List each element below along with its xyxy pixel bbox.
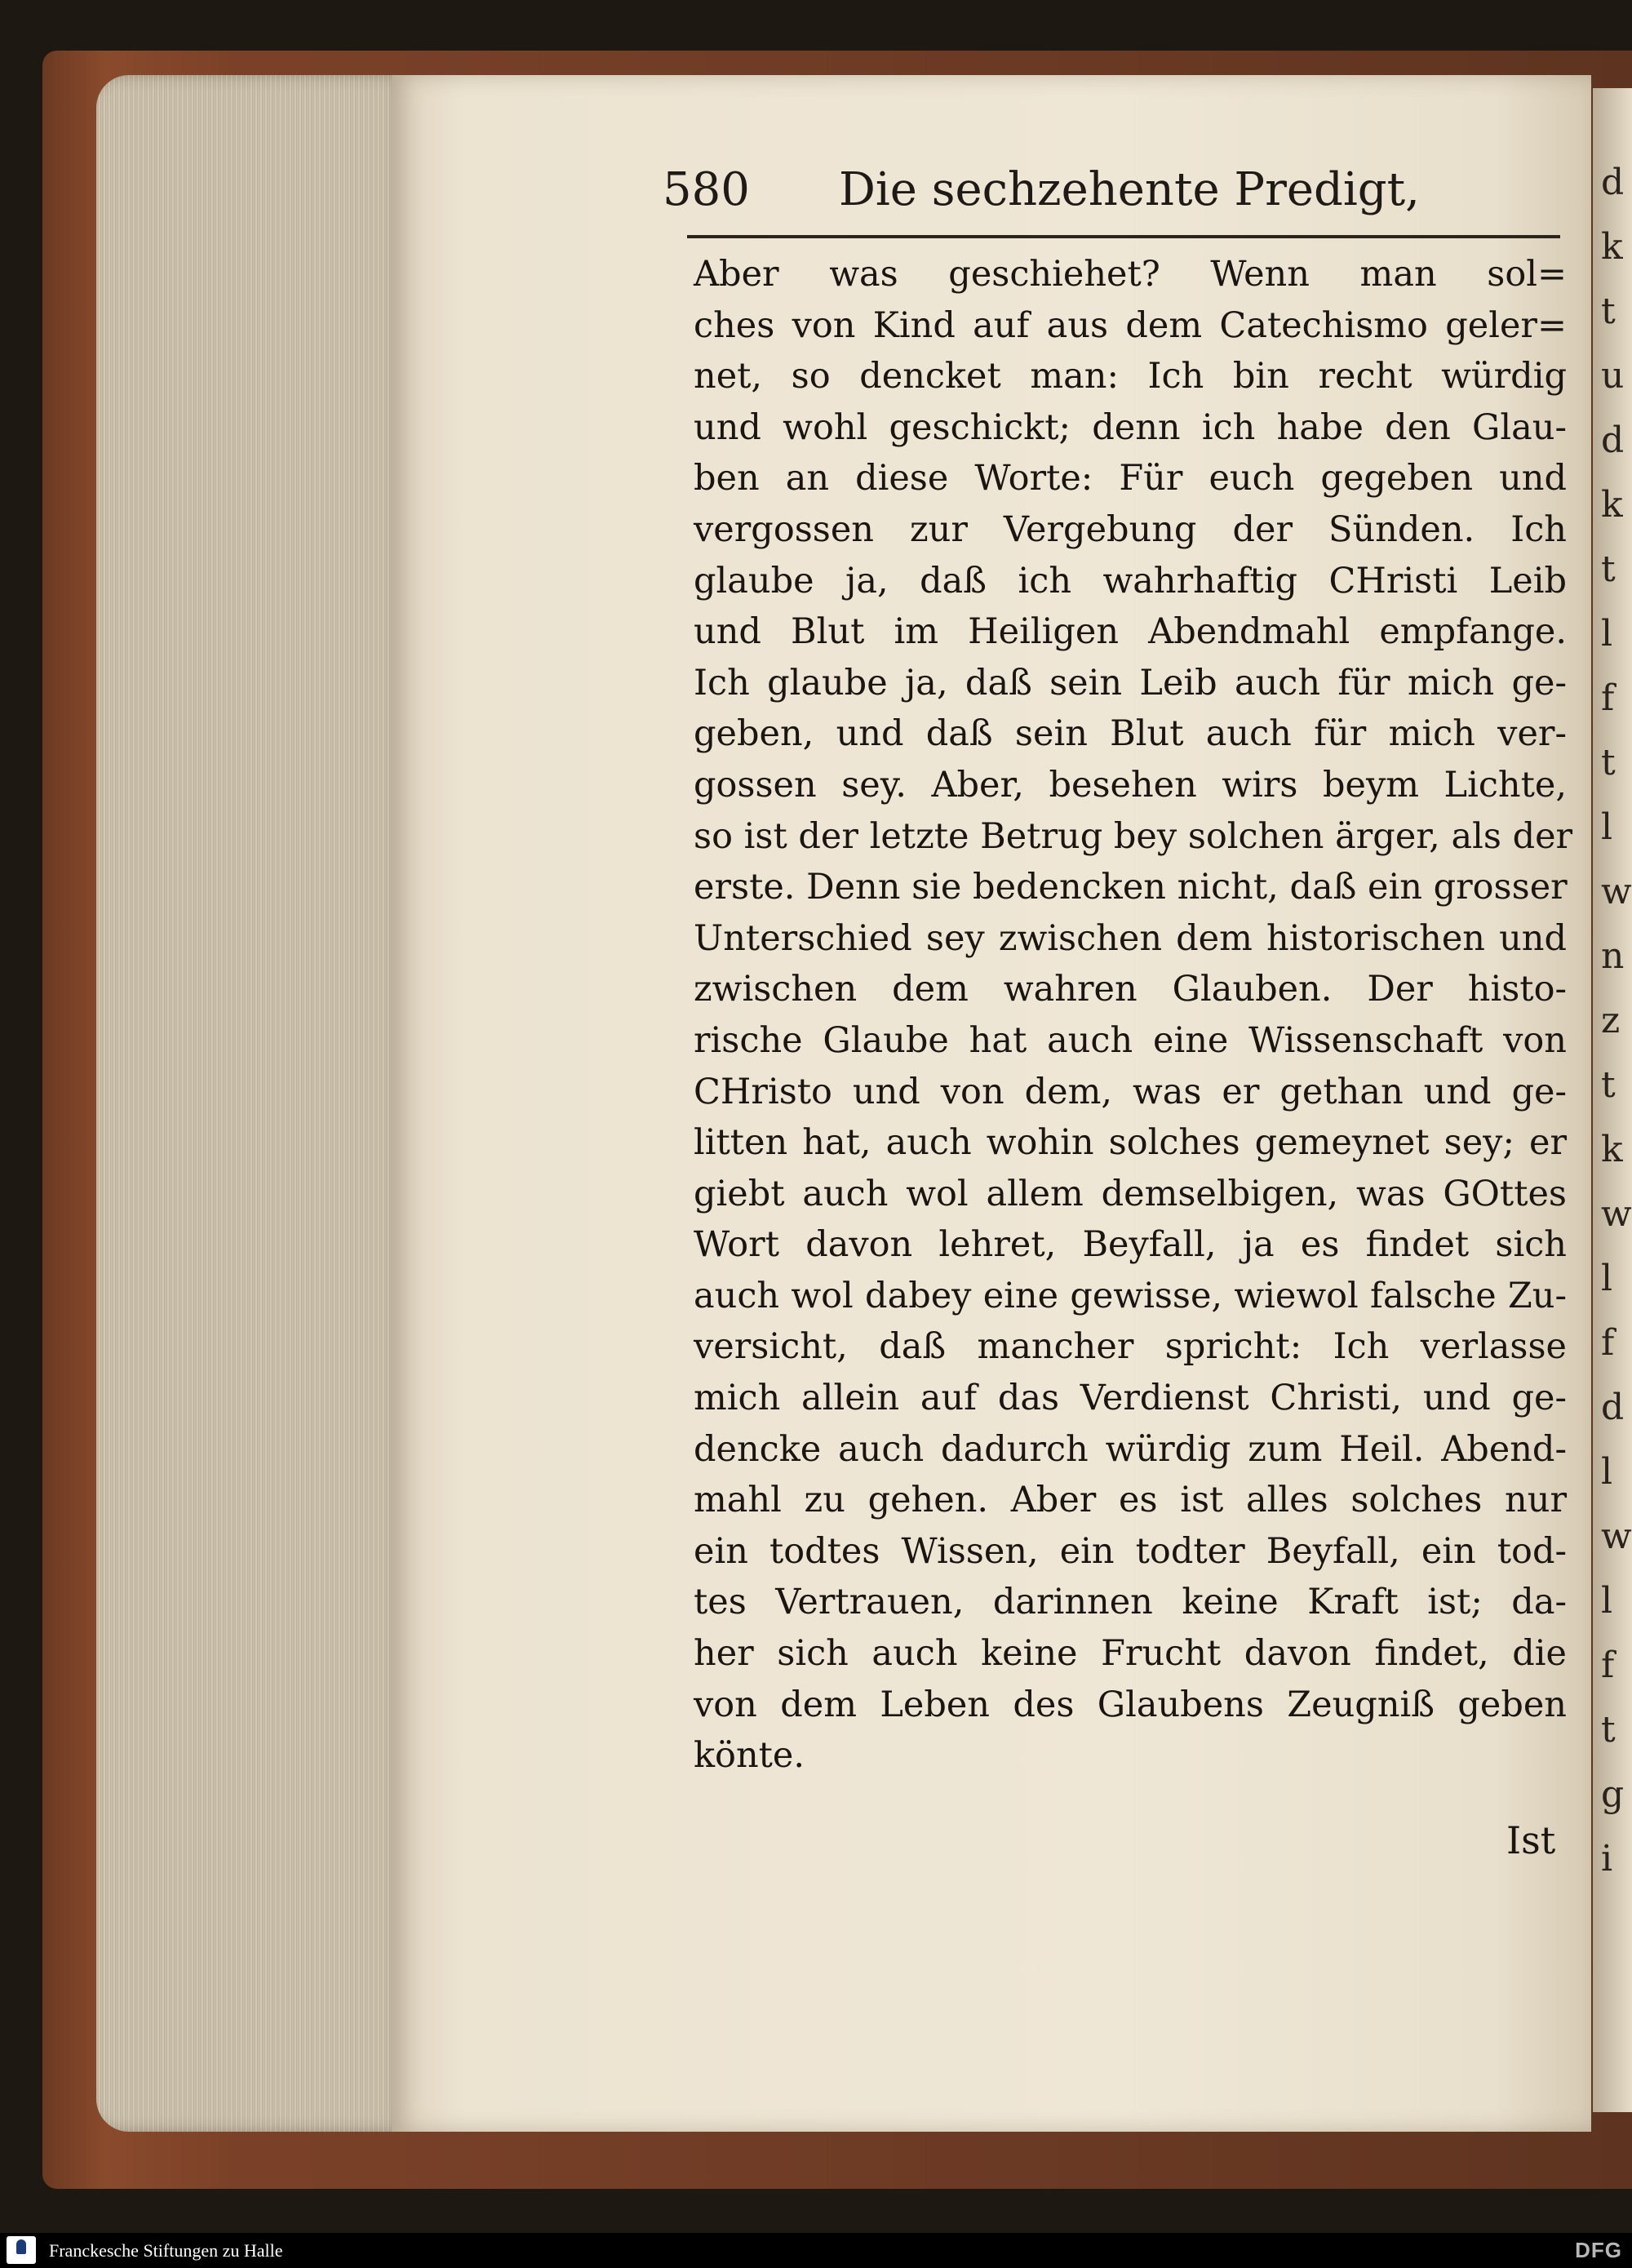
text-line: und wohl geschickt; denn ich habe den Glau- <box>694 406 1567 448</box>
dfg-logo: DFG <box>1575 2238 1622 2262</box>
next-page-letter: z <box>1601 1000 1621 1041</box>
next-page-letter: g <box>1601 1773 1625 1815</box>
next-page-letter: l <box>1601 1451 1613 1493</box>
page-number: 580 <box>663 163 750 216</box>
next-page-letter: d <box>1601 1387 1625 1428</box>
text-line: auch wol dabey eine gewisse, wiewol falsche Zu- <box>694 1275 1567 1316</box>
next-page-letter: l <box>1601 806 1613 848</box>
right-page-fragment <box>1593 88 1632 2112</box>
text-line: ein todtes Wissen, ein todter Beyfall, ein tod- <box>694 1530 1567 1572</box>
text-line: rische Glaube hat auch eine Wissenschaft von <box>694 1019 1567 1061</box>
next-page-letter: f <box>1601 1644 1615 1686</box>
text-line: versicht, daß mancher spricht: Ich verlasse <box>694 1326 1567 1368</box>
next-page-letter: l <box>1601 613 1613 655</box>
next-page-letter: w <box>1601 1193 1632 1235</box>
library-logo-icon <box>7 2236 36 2264</box>
next-page-letter: t <box>1601 742 1616 783</box>
text-line: Ich glaube ja, daß sein Leib auch für mich ge- <box>694 662 1567 703</box>
text-line: von dem Leben des Glaubens Zeugniß geben <box>694 1684 1567 1725</box>
next-page-letter: u <box>1601 355 1625 397</box>
text-line: geben, und daß sein Blut auch für mich ver- <box>694 713 1567 755</box>
next-page-letter: t <box>1601 291 1616 332</box>
text-line: mich allein auf das Verdienst Christi, und ge- <box>694 1378 1567 1419</box>
text-line: CHristo und von dem, was er gethan und ge- <box>694 1071 1567 1112</box>
next-page-letter: k <box>1601 226 1623 268</box>
text-line: vergossen zur Vergebung der Sünden. Ich <box>694 508 1567 550</box>
next-page-letter: t <box>1601 548 1616 590</box>
text-line: litten hat, auch wohin solches gemeynet sey; er <box>694 1122 1567 1164</box>
next-page-letter: t <box>1601 1709 1616 1751</box>
text-line: her sich auch keine Frucht davon findet, die <box>694 1633 1567 1675</box>
text-line: Aber was geschiehet? Wenn man sol= <box>694 254 1567 295</box>
text-line: ches von Kind auf aus dem Catechismo geler= <box>694 304 1567 346</box>
next-page-letter: w <box>1601 871 1632 912</box>
next-page-letter: d <box>1601 419 1625 461</box>
body-text <box>694 249 1573 1782</box>
catchword: Ist <box>1506 1818 1556 1862</box>
text-line: mahl zu gehen. Aber es ist alles solches nur <box>694 1480 1567 1521</box>
next-page-letter: t <box>1601 1064 1616 1106</box>
next-page-letter: f <box>1601 1322 1615 1364</box>
text-line: dencke auch dadurch würdig zum Heil. Abend- <box>694 1428 1567 1470</box>
text-line: Wort davon lehret, Beyfall, ja es findet sich <box>694 1224 1567 1266</box>
next-page-letter: l <box>1601 1258 1613 1299</box>
text-line: zwischen dem wahren Glauben. Der histo- <box>694 969 1567 1010</box>
running-title: Die sechzehente Predigt, <box>839 163 1420 216</box>
library-name: Franckesche Stiftungen zu Halle <box>49 2240 283 2261</box>
text-line: erste. Denn sie bedencken nicht, daß ein grosser <box>694 867 1568 908</box>
next-page-letter: f <box>1601 677 1615 719</box>
next-page-letter: d <box>1601 162 1625 203</box>
text-line: und Blut im Heiligen Abendmahl empfange. <box>694 611 1567 653</box>
text-line: tes Vertrauen, darinnen keine Kraft ist; da- <box>694 1582 1567 1623</box>
text-line: könte. <box>694 1735 805 1777</box>
text-line: Unterschied sey zwischen dem historischen und <box>694 917 1567 959</box>
next-page-letter: k <box>1601 1129 1623 1170</box>
text-line: gossen sey. Aber, besehen wirs beym Lichte, <box>694 764 1567 806</box>
next-page-letter: n <box>1601 935 1625 977</box>
page-edges <box>96 75 406 2132</box>
next-page-letter: w <box>1601 1516 1632 1557</box>
text-line: so ist der letzte Betrug bey solchen ärger, als der <box>694 815 1573 857</box>
viewer-footer <box>0 2233 1632 2268</box>
text-line: giebt auch wol allem demselbigen, was GOttes <box>694 1173 1567 1214</box>
next-page-letter: i <box>1601 1838 1613 1880</box>
header-rule <box>687 235 1560 238</box>
text-line: glaube ja, daß ich wahrhaftig CHristi Leib <box>694 560 1567 601</box>
text-line: ben an diese Worte: Für euch gegeben und <box>694 458 1567 499</box>
next-page-letter: l <box>1601 1580 1613 1622</box>
text-line: net, so dencket man: Ich bin recht würdig <box>694 356 1567 397</box>
running-head <box>663 163 1568 229</box>
next-page-letter: k <box>1601 484 1623 526</box>
